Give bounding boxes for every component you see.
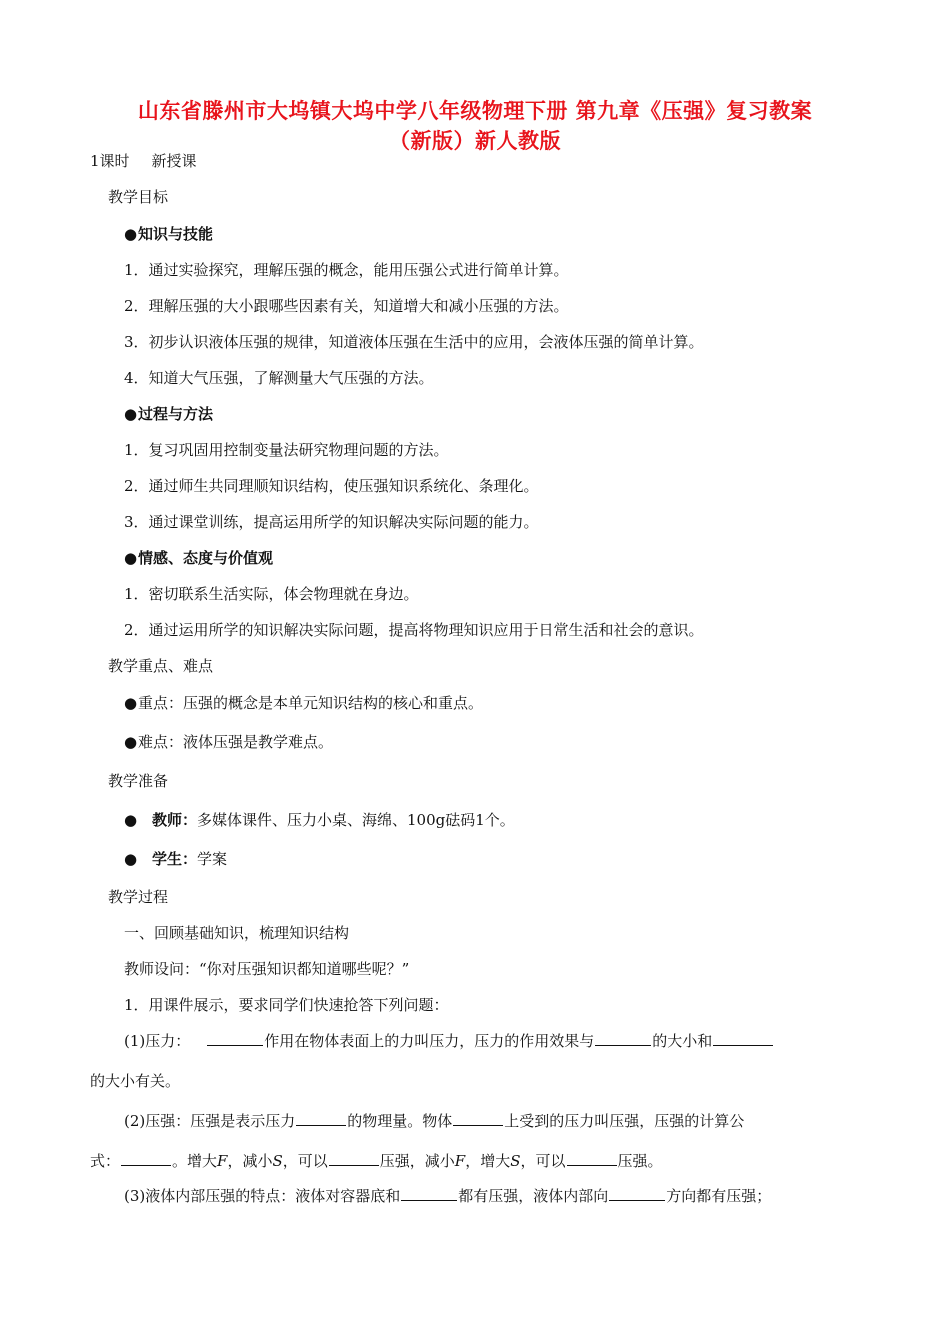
bullet-icon: ● — [124, 850, 138, 868]
question-3: (3)液体内部压强的特点：液体对容器底和 都有压强，液体内部向 方向都有压强； — [124, 1187, 772, 1205]
knowledge-item: 1．通过实验探究，理解压强的概念，能用压强公式进行简单计算。 — [124, 261, 569, 279]
bullet-icon: ● — [124, 405, 138, 423]
process-item: 2．通过师生共同理顺知识结构，使压强知识系统化、条理化。 — [124, 477, 539, 495]
question-1-cont: 的大小有关。 — [90, 1072, 181, 1090]
knowledge-item: 2．理解压强的大小跟哪些因素有关，知道增大和减小压强的方法。 — [124, 297, 569, 315]
answer-blank[interactable] — [453, 1111, 503, 1126]
bullet-icon: ● — [124, 549, 138, 567]
lesson-count: 1课时 — [90, 152, 130, 170]
knowledge-heading: ●知识与技能 — [124, 225, 214, 243]
answer-blank[interactable] — [595, 1031, 651, 1046]
focus-difficult: ●难点：液体压强是教学难点。 — [124, 733, 334, 751]
prep-student: ● 学生：学案 — [124, 850, 228, 868]
question-2: (2)压强：压强是表示压力 的物理量。物体 上受到的压力叫压强，压强的计算公 — [124, 1112, 745, 1130]
bullet-icon: ● — [124, 225, 138, 243]
question-2-cont: 式： 。增大F，减小S，可以 压强，减小F，增大S，可以 压强。 — [90, 1152, 663, 1170]
title-line-1: 山东省滕州市大坞镇大坞中学八年级物理下册 第九章《压强》复习教案 — [137, 98, 813, 123]
answer-blank[interactable] — [567, 1151, 617, 1166]
step-heading: 一、回顾基础知识，梳理知识结构 — [124, 924, 350, 942]
bullet-icon: ● — [124, 694, 138, 712]
prep-heading: 教学准备 — [108, 772, 169, 790]
answer-blank[interactable] — [609, 1186, 665, 1201]
prep-teacher: ● 教师：多媒体课件、压力小桌、海绵、100g砝码1个。 — [124, 811, 515, 829]
answer-blank[interactable] — [207, 1031, 263, 1046]
lesson-meta — [90, 150, 197, 172]
instruction-text: 1．用课件展示，要求同学们快速抢答下列问题： — [124, 996, 449, 1014]
document-title — [80, 96, 870, 156]
process-method-heading: ●过程与方法 — [124, 405, 214, 423]
objectives-heading: 教学目标 — [108, 188, 169, 206]
answer-blank[interactable] — [296, 1111, 346, 1126]
attitude-heading: ●情感、态度与价值观 — [124, 549, 274, 567]
teacher-question: 教师设问：“你对压强知识都知道哪些呢？” — [124, 960, 410, 978]
attitude-item: 2．通过运用所学的知识解决实际问题，提高将物理知识应用于日常生活和社会的意识。 — [124, 621, 704, 639]
teaching-process-heading: 教学过程 — [108, 888, 169, 906]
knowledge-item: 3．初步认识液体压强的规律，知道液体压强在生活中的应用，会液体压强的简单计算。 — [124, 333, 704, 351]
process-item: 1．复习巩固用控制变量法研究物理问题的方法。 — [124, 441, 449, 459]
knowledge-item: 4．知道大气压强，了解测量大气压强的方法。 — [124, 369, 434, 387]
bullet-icon: ● — [124, 811, 138, 829]
title-line-2: （新版）新人教版 — [389, 128, 561, 153]
answer-blank[interactable] — [329, 1151, 379, 1166]
bullet-icon: ● — [124, 733, 138, 751]
attitude-item: 1．密切联系生活实际，体会物理就在身边。 — [124, 585, 419, 603]
process-item: 3．通过课堂训练，提高运用所学的知识解决实际问题的能力。 — [124, 513, 539, 531]
focus-key: ●重点：压强的概念是本单元知识结构的核心和重点。 — [124, 694, 484, 712]
lesson-type: 新授课 — [151, 152, 197, 170]
focus-heading: 教学重点、难点 — [108, 657, 214, 675]
question-1: (1)压力： 作用在物体表面上的力叫压力，压力的作用效果与 的大小和 — [124, 1030, 774, 1052]
answer-blank[interactable] — [121, 1151, 171, 1166]
answer-blank[interactable] — [713, 1031, 773, 1046]
answer-blank[interactable] — [401, 1186, 457, 1201]
